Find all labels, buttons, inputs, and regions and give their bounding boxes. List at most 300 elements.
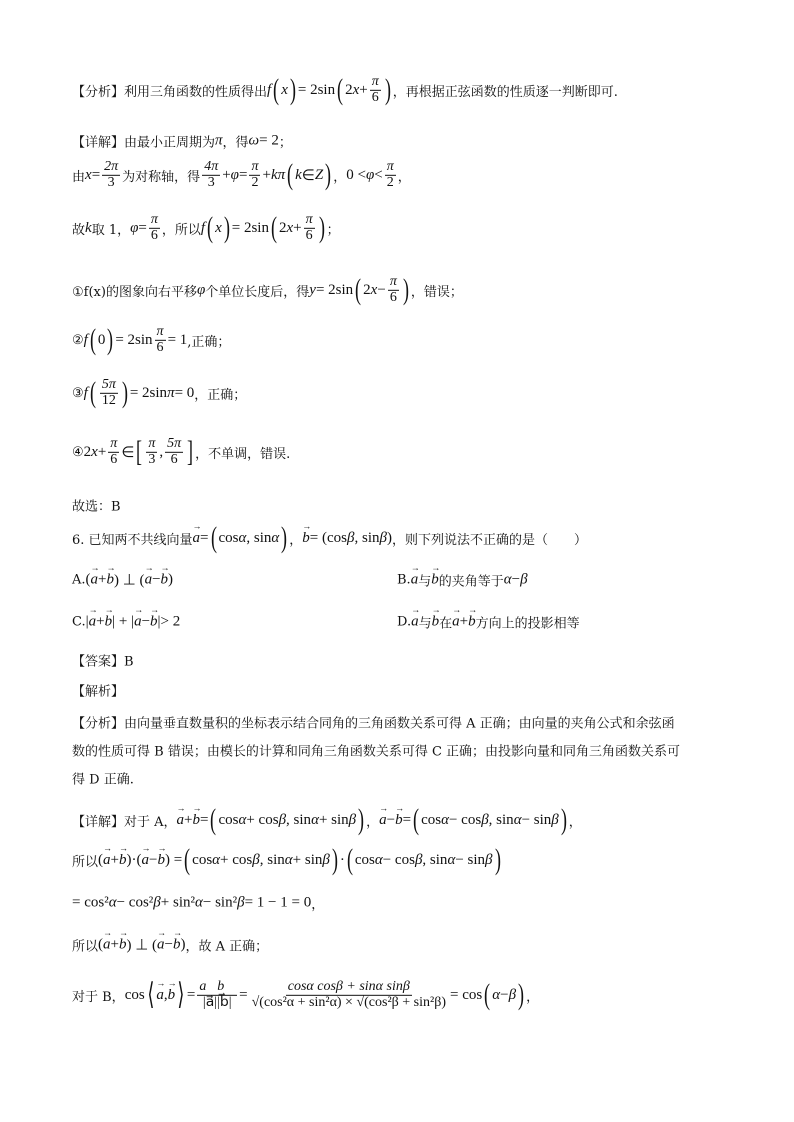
math-symbol: β: [508, 986, 517, 1003]
math-text: cos: [124, 986, 145, 1003]
math-symbol: Z: [314, 166, 324, 183]
bracket: ): [107, 323, 114, 356]
bracket: ): [384, 73, 391, 106]
math-text: +: [184, 811, 193, 828]
vector: → a: [141, 852, 149, 869]
math-symbol: α: [108, 894, 117, 911]
vector: → a: [145, 572, 153, 589]
vector: → a: [411, 572, 419, 589]
math-symbol: φ: [196, 281, 206, 298]
line-analysis-1: [72, 75, 618, 105]
math-symbol: β: [278, 811, 287, 828]
line-option-c: [72, 614, 180, 631]
math-text: + cos: [246, 811, 279, 828]
bracket: (: [413, 803, 420, 836]
text: D.: [397, 614, 412, 630]
math-text: 2: [278, 219, 287, 236]
bracket: (: [355, 273, 362, 306]
math-symbol: x: [370, 281, 378, 298]
math-text: ∈: [301, 167, 315, 184]
math-symbol: α: [194, 894, 203, 911]
text: B.: [397, 572, 411, 588]
text: ，: [366, 814, 380, 830]
line-analysis-2c: [72, 769, 134, 788]
vector: → a: [177, 812, 185, 829]
math-text: cos: [354, 851, 375, 868]
denominator: 6: [389, 289, 397, 305]
math-text: +: [222, 166, 231, 183]
math-text: , sin: [286, 811, 312, 828]
denominator: 3: [207, 174, 215, 190]
text: A.: [72, 572, 86, 588]
math-text: , sin: [422, 851, 448, 868]
bracket: ): [281, 521, 288, 554]
text: 故选：B: [72, 499, 121, 515]
math-text: =: [138, 219, 147, 236]
numerator: π: [305, 211, 313, 227]
line-item-4: [72, 437, 290, 467]
math-text: = 2sin: [115, 331, 153, 348]
text: ④: [72, 444, 84, 460]
math-text: −: [377, 281, 386, 298]
math-text: = 1 − 1 = 0: [244, 894, 312, 911]
bracket: ]: [187, 435, 194, 468]
math-text: ) ⊥ (: [126, 937, 158, 954]
math-text: , sin: [259, 851, 285, 868]
numerator: a⃗b⃗: [199, 978, 236, 994]
math-symbol: α: [238, 811, 247, 828]
bracket: (: [346, 843, 353, 876]
math-text: −: [148, 851, 158, 868]
math-text: =: [200, 529, 209, 546]
line-option-b: [397, 571, 528, 590]
math-text: +: [293, 219, 302, 236]
numerator: 5π: [167, 435, 182, 451]
vector: → a: [134, 614, 142, 631]
bracket: (: [270, 211, 277, 244]
math-text: (: [85, 571, 91, 588]
math-text: ,: [163, 986, 168, 1003]
denominator: 6: [150, 227, 158, 243]
numerator: 2π: [104, 158, 119, 174]
line-analysis-2b: [72, 741, 680, 760]
math-symbol: α: [238, 529, 247, 546]
fraction: [155, 325, 166, 355]
bracket: ⟨: [147, 978, 155, 1011]
line-item-2: [72, 325, 230, 355]
math-text: +: [97, 443, 107, 460]
math-text: 2: [363, 281, 371, 298]
vector: → b: [468, 614, 476, 631]
text: 的夹角等于: [438, 574, 504, 590]
text: 【分析】利用三角函数的性质得出: [72, 84, 268, 100]
text: 为对称轴，得: [122, 169, 201, 185]
bracket: ): [121, 376, 128, 409]
fraction: [102, 160, 120, 190]
line-choose: [72, 496, 121, 515]
math-text: 2: [345, 81, 353, 98]
math-text: ) ⊥ (: [114, 572, 145, 589]
numerator: π: [150, 211, 158, 227]
denominator: 2: [386, 174, 394, 190]
math-symbol: k: [85, 219, 92, 236]
math-text: +: [96, 613, 105, 630]
denominator: 12: [101, 392, 116, 408]
fraction: [202, 160, 220, 190]
denominator: √(cos²α + sin²α) × √(cos²β + sin²β): [251, 994, 447, 1010]
vector: → a: [193, 530, 201, 547]
fraction: [249, 160, 260, 190]
math-text: = cos: [450, 986, 483, 1003]
math-text: ): [168, 571, 174, 588]
text: 6. 已知两不共线向量: [72, 532, 193, 548]
math-text: =: [239, 986, 248, 1003]
math-symbol: x: [286, 219, 294, 236]
denominator: 3: [107, 174, 115, 190]
text: ，: [568, 814, 582, 830]
math-text: +: [262, 166, 271, 183]
math-text: + sin²: [160, 894, 195, 911]
vector: → a: [157, 937, 165, 954]
denominator: 3: [148, 451, 156, 467]
bracket: ): [518, 978, 525, 1011]
numerator: π: [148, 435, 156, 451]
math-symbol: α: [447, 851, 456, 868]
vector: → b: [173, 937, 181, 954]
text: ，: [289, 532, 303, 548]
fraction: [388, 275, 399, 305]
vector: → b: [150, 614, 158, 631]
math-text: )·(: [126, 851, 142, 868]
math-text: + sin: [292, 851, 323, 868]
bracket: ): [494, 843, 501, 876]
text: 所以: [72, 939, 99, 955]
vector: → b: [302, 530, 310, 547]
bracket: (: [207, 211, 214, 244]
text: 【解析】: [72, 684, 125, 700]
math-text: − cos: [448, 811, 482, 828]
math-symbol: β: [485, 851, 493, 868]
denominator: 6: [371, 89, 379, 105]
line-detail-a4: [72, 936, 268, 955]
bracket: ): [560, 803, 567, 836]
math-text: =: [200, 811, 209, 828]
numerator: π: [110, 435, 118, 451]
text: ，: [526, 989, 540, 1005]
math-symbol: f: [83, 331, 88, 348]
text: 故: [72, 222, 86, 238]
math-symbol: β: [322, 851, 330, 868]
numerator: π: [389, 273, 397, 289]
math-symbol: α: [492, 986, 501, 1003]
math-text: | + |: [112, 613, 135, 630]
bracket: ): [289, 73, 296, 106]
text: 取 1，: [91, 222, 131, 238]
math-symbol: α: [284, 851, 293, 868]
math-text: − sin: [455, 851, 486, 868]
math-text: = 2sin: [129, 384, 168, 401]
fraction: [304, 213, 315, 243]
bracket: (: [89, 323, 96, 356]
line-jiexi: [72, 681, 124, 700]
fraction: [149, 213, 160, 243]
math-symbol: β: [153, 894, 161, 911]
math-text: + cos: [220, 851, 253, 868]
math-text: cos: [218, 811, 239, 828]
math-symbol: α: [374, 851, 383, 868]
numerator: π: [371, 73, 379, 89]
text: 个单位长度后，得: [205, 284, 310, 300]
text: ，正确；: [194, 387, 247, 403]
math-text: −: [500, 986, 509, 1003]
math-symbol: φ: [365, 166, 375, 183]
line-detail-3: [72, 213, 340, 243]
math-symbol: β: [237, 894, 245, 911]
math-symbol: α: [311, 811, 319, 828]
text: ①f(x)的图象向右平移: [72, 284, 197, 300]
math-symbol: ω: [248, 132, 260, 149]
line-option-a: [72, 571, 173, 590]
line-detail-2: [72, 160, 411, 190]
bracket: (: [484, 978, 491, 1011]
line-detail-a2: [72, 845, 503, 875]
vector: → a: [91, 572, 99, 589]
text: ，再根据正弦函数的性质逐一判断即可.: [392, 84, 618, 100]
math-text: − cos: [382, 851, 415, 868]
bracket: ⟩: [177, 978, 185, 1011]
math-text: =: [402, 811, 412, 828]
fraction: [165, 437, 183, 467]
math-text: ·: [339, 851, 345, 868]
bracket: ): [223, 211, 230, 244]
math-symbol: k: [295, 166, 302, 183]
text: 由: [72, 169, 86, 185]
bracket: (: [287, 158, 294, 191]
denominator: 6: [305, 227, 313, 243]
math-text: cos: [192, 851, 213, 868]
text: C.: [72, 614, 86, 630]
math-text: cos: [421, 811, 442, 828]
math-text: −: [511, 571, 521, 588]
math-symbol: f: [200, 219, 206, 236]
text: ,正确；: [187, 334, 231, 350]
math-symbol: β: [348, 811, 357, 828]
bracket: ): [358, 803, 365, 836]
math-symbol: α: [271, 529, 280, 546]
vector: → a: [89, 614, 97, 631]
text: 在: [439, 616, 453, 632]
math-text: 0 <: [346, 166, 366, 183]
text: ，: [333, 169, 347, 185]
text: 【答案】B: [72, 654, 134, 670]
vector: → b: [105, 614, 113, 631]
math-text: = 0: [174, 384, 195, 401]
bracket: ): [325, 158, 332, 191]
math-symbol: β: [551, 811, 559, 828]
vector: → a: [452, 614, 460, 631]
numerator: cosα cosβ + sinα sinβ: [287, 978, 410, 994]
line-option-d: [397, 613, 580, 632]
math-text: = 2sin: [231, 219, 269, 236]
vector: → a: [103, 852, 111, 869]
math-text: − cos²: [116, 894, 154, 911]
vector: → a: [411, 614, 419, 631]
vector: → b: [119, 852, 127, 869]
text: 方向上的投影相等: [475, 616, 580, 632]
bracket: (: [89, 376, 96, 409]
vector: → b: [395, 812, 403, 829]
math-symbol: β: [379, 529, 387, 546]
math-text: ): [386, 529, 392, 546]
fraction: [385, 160, 396, 190]
bracket: (: [210, 521, 217, 554]
text: 【详解】对于 A，: [72, 814, 177, 830]
denominator: 6: [156, 339, 164, 355]
math-text: − sin²: [202, 894, 238, 911]
math-text: cos: [218, 529, 239, 546]
vector: → a: [103, 937, 111, 954]
math-text: +: [98, 571, 107, 588]
denominator: 6: [170, 451, 178, 467]
math-text: =: [91, 166, 101, 183]
text: ，: [311, 897, 325, 913]
math-symbol: f: [267, 81, 272, 98]
bracket: ): [331, 843, 338, 876]
bracket: (: [210, 803, 217, 836]
numerator: 4π: [204, 158, 219, 174]
math-text: =: [238, 166, 248, 183]
text: 与: [418, 574, 432, 590]
math-symbol: β: [252, 851, 260, 868]
denominator: 6: [110, 451, 118, 467]
denominator: |a⃗||b⃗|: [202, 994, 232, 1010]
math-text: +: [110, 851, 119, 868]
math-symbol: x: [352, 81, 360, 98]
vector: → b: [193, 812, 201, 829]
math-text: ∈: [121, 444, 135, 461]
math-text: = 2sin: [315, 281, 354, 298]
math-text: |> 2: [157, 613, 181, 630]
denominator: 2: [251, 174, 259, 190]
bracket: ): [318, 211, 325, 244]
math-text: , sin: [354, 529, 380, 546]
math-text: = 2sin: [297, 81, 336, 98]
math-symbol: α: [212, 851, 221, 868]
bracket: (: [273, 73, 280, 106]
text: ，: [397, 169, 411, 185]
math-text: (: [98, 851, 104, 868]
math-text: +: [359, 81, 368, 98]
math-symbol: x: [85, 166, 92, 183]
math-text: (: [98, 936, 104, 953]
math-text: − sin: [521, 811, 552, 828]
math-symbol: kπ: [270, 166, 286, 183]
text: ，不单调，错误.: [195, 446, 291, 462]
text: 所以: [72, 854, 99, 870]
math-symbol: f: [83, 384, 88, 401]
bracket: (: [337, 73, 344, 106]
math-symbol: α: [441, 811, 449, 828]
math-text: = cos²: [72, 894, 109, 911]
fraction: [370, 75, 381, 105]
math-text: −: [164, 936, 174, 953]
line-detail-1: [72, 132, 292, 151]
math-text: =: [186, 986, 196, 1003]
vector: → b: [107, 572, 115, 589]
line-question-6: [72, 523, 587, 553]
bracket: ): [402, 273, 409, 306]
math-symbol: β: [347, 529, 355, 546]
text: 【分析】由向量垂直数量积的坐标表示结合同角的三角函数关系可得 A 正确；由向量的夹角公式和余弦函: [72, 716, 675, 732]
math-symbol: φ: [130, 219, 139, 236]
text: 与: [418, 616, 432, 632]
numerator: π: [386, 158, 394, 174]
bracket: (: [184, 843, 191, 876]
fraction: [197, 980, 237, 1010]
numerator: π: [156, 323, 164, 339]
math-text: , sin: [246, 529, 272, 546]
fraction: [108, 437, 119, 467]
math-symbol: π: [167, 384, 175, 401]
math-text: = 1: [167, 331, 188, 348]
math-text: 0: [97, 331, 106, 348]
text: ③: [72, 385, 84, 401]
math-symbol: x: [215, 219, 222, 236]
vector: → a: [379, 812, 387, 829]
math-text: + sin: [318, 811, 349, 828]
text: ，则下列说法不正确的是（ ）: [391, 532, 587, 548]
math-text: +: [459, 613, 469, 630]
math-text: ) =: [164, 851, 183, 868]
vector: → b: [119, 937, 127, 954]
fraction: [100, 378, 118, 408]
numerator: π: [251, 158, 259, 174]
math-text: −: [386, 811, 396, 828]
math-text: = 2: [259, 132, 279, 149]
text: ②: [72, 332, 84, 348]
math-symbol: α: [513, 811, 522, 828]
vector: → b: [431, 572, 439, 589]
math-text: −: [141, 613, 151, 630]
math-text: , sin: [488, 811, 514, 828]
line-analysis-2a: [72, 713, 675, 732]
math-text: = (cos: [309, 529, 347, 546]
math-text: −: [152, 571, 161, 588]
text: ；: [326, 222, 340, 238]
math-symbol: x: [281, 81, 288, 98]
math-symbol: β: [481, 811, 489, 828]
math-symbol: φ: [230, 166, 239, 183]
text: 【详解】由最小正周期为: [72, 135, 216, 151]
math-text: ): [180, 936, 186, 953]
bracket: [: [136, 435, 143, 468]
text: ，得: [222, 135, 249, 151]
math-text: ,: [159, 443, 164, 460]
text: ，故 A 正确；: [185, 939, 269, 955]
vector: → b: [157, 852, 165, 869]
text: ，错误；: [410, 284, 463, 300]
vector: → b: [168, 987, 176, 1004]
vector: → b: [432, 614, 440, 631]
fraction: [250, 980, 448, 1010]
math-symbol: β: [414, 851, 423, 868]
line-answer: [72, 651, 134, 670]
math-text: <: [374, 166, 383, 183]
line-detail-a3: [72, 894, 324, 913]
line-item-1: [72, 275, 463, 305]
math-text: 2: [83, 443, 92, 460]
line-detail-b1: [72, 980, 539, 1010]
